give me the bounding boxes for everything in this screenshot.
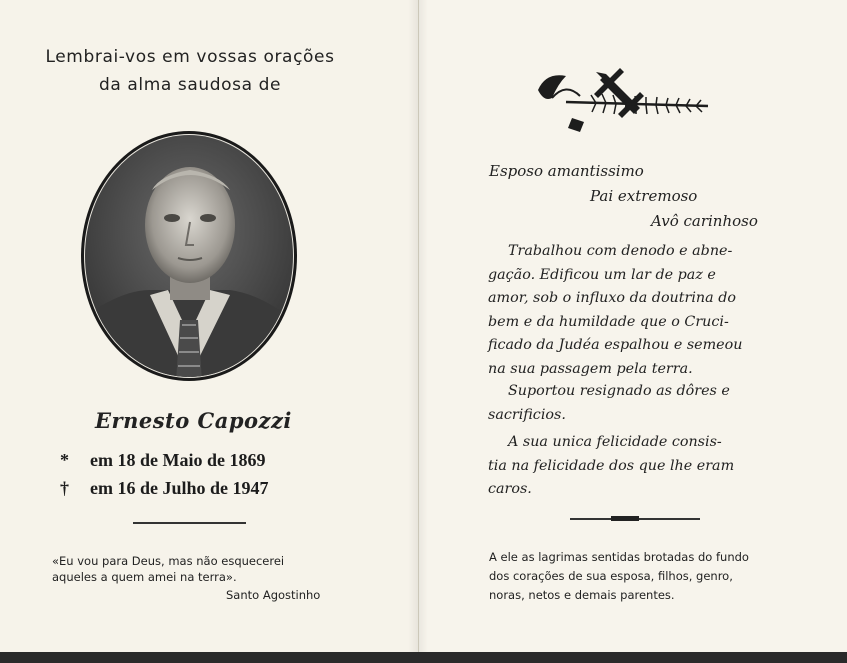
para3-line: A sua unica felicidade consis-	[508, 434, 722, 450]
quote-line-2: aqueles a quem amei na terra».	[52, 570, 237, 584]
birth-star-icon: *	[60, 450, 69, 470]
portrait-photo	[80, 130, 298, 382]
closing-line: noras, netos e demais parentes.	[489, 588, 675, 602]
para1-line: bem e da humildade que o Cruci-	[488, 313, 729, 330]
death-date: em 16 de Julho de 1947	[90, 478, 269, 498]
quote	[52, 553, 332, 585]
closing-line: A ele as lagrimas sentidas brotadas do fundo	[489, 550, 749, 564]
epithet-grandfather: Avô carinhoso	[651, 212, 758, 230]
cross-and-palm-icon	[536, 62, 711, 137]
para1-line: amor, sob o influxo da doutrina do	[488, 290, 736, 306]
para3-line: tia na felicidade dos que lhe eram	[488, 457, 735, 474]
divider-right-center	[611, 516, 639, 521]
birth-date: em 18 de Maio de 1869	[90, 450, 266, 470]
paragraph-happiness	[488, 431, 770, 502]
fold-shadow	[408, 0, 428, 652]
epithet-father: Pai extremoso	[590, 187, 698, 205]
para2-line: Suportou resignado as dôres e	[508, 383, 730, 399]
paragraph-work	[488, 240, 770, 381]
death-cross-icon: †	[60, 478, 69, 498]
para1-line: Trabalhou com denodo e abne-	[508, 243, 733, 259]
para1-line: ficado da Judéa espalhou e semeou	[488, 337, 743, 353]
bottom-edge	[0, 652, 847, 663]
para1-line: na sua passagem pela terra.	[488, 360, 693, 377]
quote-line-1: «Eu vou para Deus, mas não esquecerei	[52, 554, 285, 568]
para3-line: caros.	[488, 481, 532, 497]
epithet-spouse: Esposo amantissimo	[489, 162, 644, 180]
heading-line-1: Lembrai-vos em vossas orações	[45, 47, 335, 67]
quote-attribution: Santo Agostinho	[226, 588, 321, 602]
deceased-name: Ernesto Capozzi	[95, 408, 292, 433]
paragraph-suffering	[488, 380, 770, 427]
death-date-line	[60, 478, 269, 499]
heading-line-2: da alma saudosa de	[98, 75, 282, 95]
para2-line: sacrificios.	[488, 406, 566, 423]
closing-line: dos corações de sua esposa, filhos, genro,	[489, 569, 733, 583]
closing-dedication	[489, 548, 779, 605]
left-page	[0, 0, 419, 652]
para1-line: gação. Edificou um lar de paz e	[488, 266, 716, 283]
divider-left	[133, 522, 246, 524]
birth-date-line	[60, 450, 265, 471]
